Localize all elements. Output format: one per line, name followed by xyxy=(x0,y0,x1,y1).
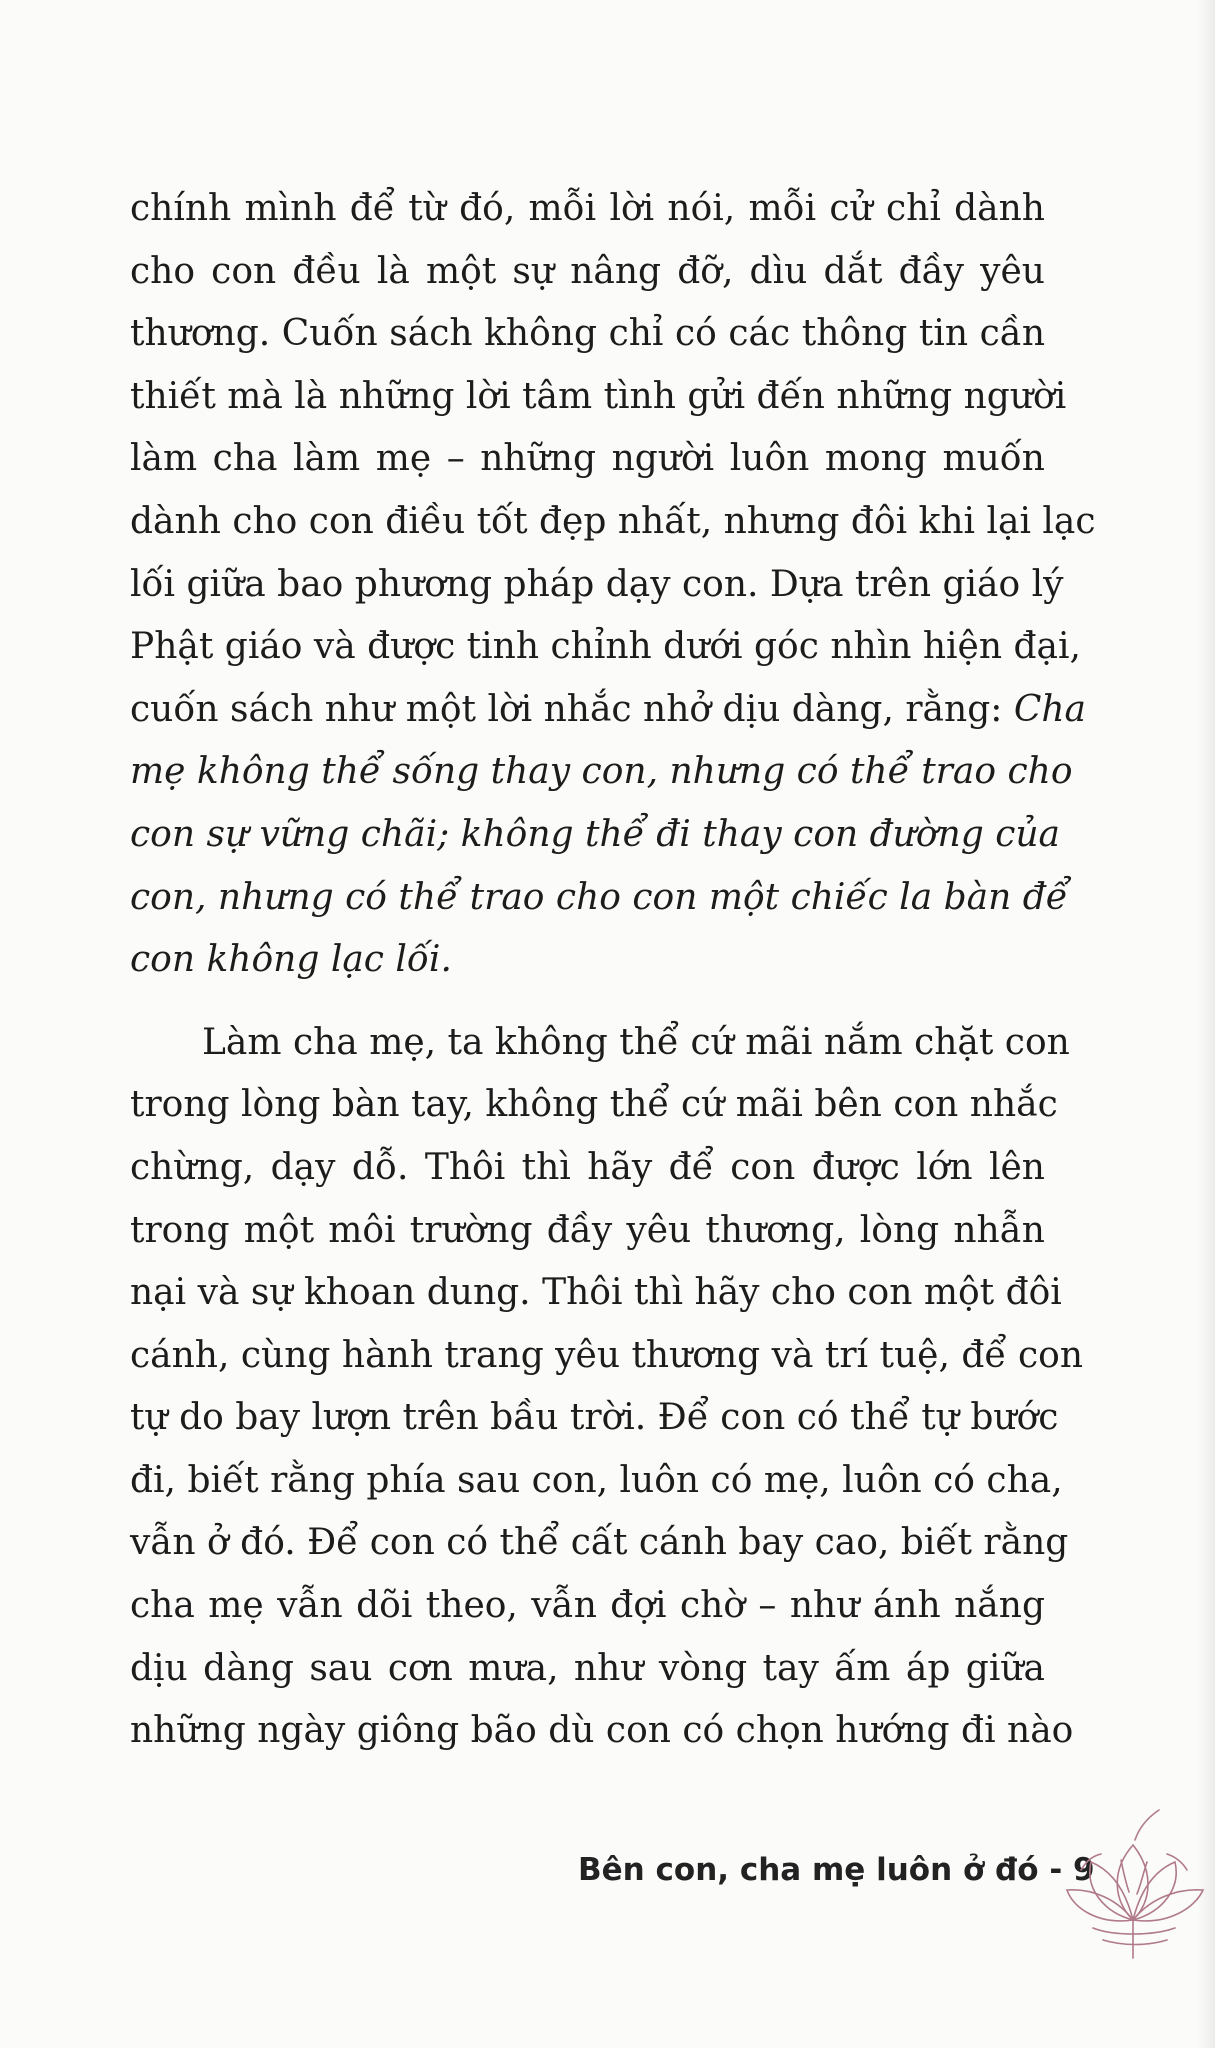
text-line: nại và sự khoan dung. Thôi thì hãy cho con một đôi xyxy=(130,1272,1062,1314)
text-line: dành cho con điều tốt đẹp nhất, nhưng đôi khi lại lạc xyxy=(130,500,1096,542)
text-line: làm cha làm mẹ – những người luôn mong muốn xyxy=(130,438,1045,480)
page-edge-shadow xyxy=(1197,0,1215,2048)
text-line: những ngày giông bão dù con có chọn hướng đi nào xyxy=(130,1710,1074,1752)
text-line: cha mẹ vẫn dõi theo, vẫn đợi chờ – như ánh nắng xyxy=(130,1585,1045,1627)
italic-line: con không lạc lối. xyxy=(130,939,452,981)
paragraph-2 xyxy=(130,1012,1084,1763)
italic-segment: Cha xyxy=(1013,688,1087,730)
italic-line: mẹ không thể sống thay con, nhưng có thể trao cho xyxy=(130,751,1073,793)
text-line: đi, biết rằng phía sau con, luôn có mẹ, luôn có cha, xyxy=(130,1459,1063,1501)
text-line: trong lòng bàn tay, không thể cứ mãi bên con nhắc xyxy=(130,1084,1058,1126)
text-line: chừng, dạy dỗ. Thôi thì hãy để con được lớn lên xyxy=(130,1146,1045,1188)
page-number: 9 xyxy=(1073,1852,1095,1888)
italic-line: con, nhưng có thể trao cho con một chiếc la bàn để xyxy=(130,876,1068,918)
paragraph-1 xyxy=(130,178,1096,992)
text-line: thiết mà là những lời tâm tình gửi đến những người xyxy=(130,375,1067,417)
footer-separator: - xyxy=(1038,1852,1073,1888)
text-line: lối giữa bao phương pháp dạy con. Dựa trên giáo lý xyxy=(130,563,1064,605)
text-line-mixed xyxy=(130,679,1087,742)
text-line: vẫn ở đó. Để con có thể cất cánh bay cao, biết rằng xyxy=(130,1522,1069,1564)
italic-line: con sự vững chãi; không thể đi thay con đường của xyxy=(130,813,1061,855)
text-line: tự do bay lượn trên bầu trời. Để con có thể tự bước xyxy=(130,1397,1059,1439)
text-line: trong một môi trường đầy yêu thương, lòng nhẫn xyxy=(130,1209,1045,1251)
text-line: chính mình để từ đó, mỗi lời nói, mỗi cử chỉ dành xyxy=(130,188,1045,229)
text-segment: cuốn sách như một lời nhắc nhở dịu dàng, rằng: xyxy=(130,688,1014,730)
body-text xyxy=(130,178,1096,1763)
running-title: Bên con, cha mẹ luôn ở đó xyxy=(578,1852,1039,1888)
text-line: dịu dàng sau cơn mưa, như vòng tay ấm áp giữa xyxy=(130,1647,1045,1689)
text-line: Phật giáo và được tinh chỉnh dưới góc nhìn hiện đại, xyxy=(130,626,1081,668)
text-line: cho con đều là một sự nâng đỡ, dìu dắt đầy yêu xyxy=(130,250,1045,292)
text-line: thương. Cuốn sách không chỉ có các thông tin cần xyxy=(130,313,1045,355)
text-line: cánh, cùng hành trang yêu thương và trí tuệ, để con xyxy=(130,1334,1084,1376)
lotus-icon xyxy=(1063,1800,1213,1960)
text-line: Làm cha mẹ, ta không thể cứ mãi nắm chặt con xyxy=(202,1021,1070,1063)
page-footer xyxy=(578,1852,1095,1888)
